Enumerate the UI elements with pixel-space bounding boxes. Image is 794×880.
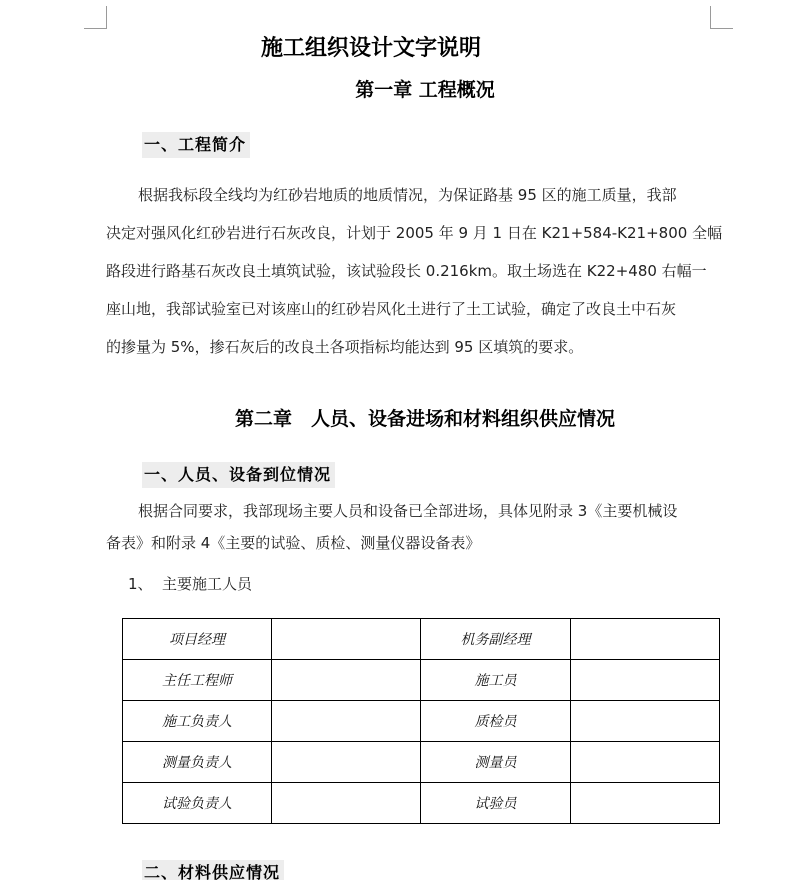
paragraph-line: 备表》和附录 4《主要的试验、质检、测量仪器设备表》 [106, 534, 481, 552]
staff-table [122, 618, 720, 824]
name-cell [571, 619, 720, 660]
crop-mark-top-right [710, 28, 733, 29]
crop-mark-top-left [106, 6, 107, 28]
paragraph-line: 座山地，我部试验室已对该座山的红砂岩风化土进行了土工试验，确定了改良土中石灰 [106, 300, 677, 318]
name-cell [571, 701, 720, 742]
role-label-cell: 施工负责人 [123, 701, 272, 742]
name-cell [272, 701, 421, 742]
list-item-text: 主要施工人员 [162, 575, 253, 593]
project-intro-paragraph [106, 182, 723, 372]
paragraph-line: 决定对强风化红砂岩进行石灰改良，计划于 2005 年 9 月 1 日在 K21+584-K21+800 全幅 [106, 224, 723, 242]
name-cell [571, 660, 720, 701]
chapter-1-title: 第一章 工程概况 [355, 79, 495, 101]
name-cell [272, 742, 421, 783]
paragraph-line: 根据我标段全线均为红砂岩地质的地质情况，为保证路基 95 区的施工质量，我部 [138, 186, 677, 204]
crop-mark-top-right [710, 6, 711, 28]
name-cell [571, 742, 720, 783]
chapter-2-title: 第二章 人员、设备进场和材料组织供应情况 [234, 408, 615, 430]
name-cell [272, 660, 421, 701]
section-heading-material-supply: 二、材料供应情况 [142, 860, 284, 880]
role-label-cell: 试验负责人 [123, 783, 272, 824]
role-label-cell: 机务副经理 [421, 619, 571, 660]
document-title: 施工组织设计文字说明 [260, 35, 481, 61]
table-row [123, 742, 720, 783]
name-cell [272, 783, 421, 824]
paragraph-line: 的掺量为 5%，掺石灰后的改良土各项指标均能达到 95 区填筑的要求。 [106, 338, 584, 356]
list-number: 1、 [128, 575, 153, 593]
role-label-cell: 施工员 [421, 660, 571, 701]
section-heading-personnel-equipment: 一、人员、设备到位情况 [142, 462, 335, 488]
section-heading-project-intro: 一、工程简介 [142, 132, 250, 158]
personnel-paragraph [106, 498, 712, 562]
role-label-cell: 试验员 [421, 783, 571, 824]
role-label-cell: 主任工程师 [123, 660, 272, 701]
table-row [123, 701, 720, 742]
list-item-main-staff [128, 572, 252, 596]
crop-mark-top-left [84, 28, 107, 29]
role-label-cell: 测量员 [421, 742, 571, 783]
table-row [123, 619, 720, 660]
paragraph-line: 根据合同要求，我部现场主要人员和设备已全部进场，具体见附录 3《主要机械设 [138, 502, 678, 520]
role-label-cell: 质检员 [421, 701, 571, 742]
table-row [123, 783, 720, 824]
role-label-cell: 测量负责人 [123, 742, 272, 783]
name-cell [272, 619, 421, 660]
paragraph-line: 路段进行路基石灰改良土填筑试验，该试验段长 0.216km。取土场选在 K22+480 右幅一 [106, 262, 707, 280]
table-row [123, 660, 720, 701]
name-cell [571, 783, 720, 824]
role-label-cell: 项目经理 [123, 619, 272, 660]
